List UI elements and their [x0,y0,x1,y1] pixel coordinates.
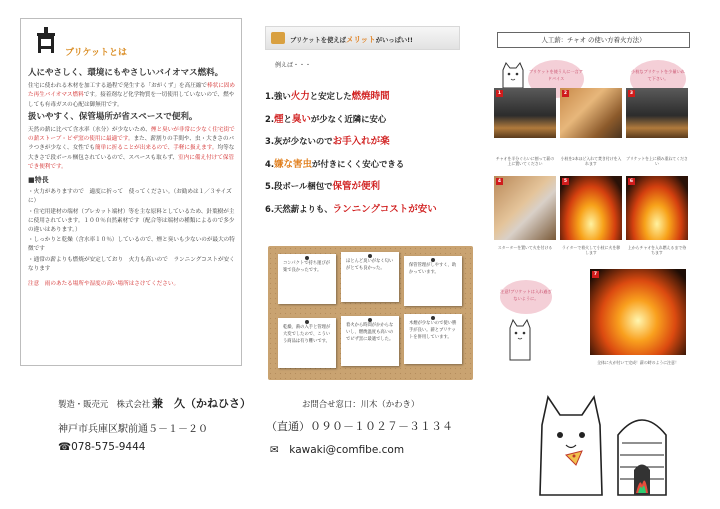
example-label: 例えば・・・ [275,62,312,69]
step-caption: 全体に火が付いて完成！薪の時のように注意！ [597,360,679,365]
merits-header [265,26,460,50]
customer-note: コンパクトで持ち運びが楽で良かったです。 [278,254,336,304]
feature-item: ・住宅用建材の端材（プレカット端材）等を主な原料としているため、針葉樹が主に使用されています。１００％自然素材です（配合等は端材の種類によるので多少の違いはあります。） [28,208,235,234]
cat-pizza-oven-illustration [530,385,680,500]
feature-item: ・通常の薪よりも燃焼が安定しており 火力も高いので ランニングコストが安くなります [28,256,235,272]
company-address: 神戸市兵庫区駅前通５－１－２０ [58,424,208,435]
maker-label: 製造・販売元 株式会社 [58,399,151,409]
step-photo: 6 [626,176,688,240]
step-caption: スターターを置いて火を付ける [497,245,553,250]
merits-header-text: ブリケットを使えばメリットがいっぱい!! [290,35,413,44]
storage-headline: 扱いやすく、保管場所が省スペースで便利。 [28,111,198,122]
usage-title: 人工薪：チャオ の使い方着火方法） [497,32,690,48]
features-heading: ■特長 [28,176,49,185]
about-title: ブリケットとは [65,48,128,58]
cat-mascot-icon [507,318,533,362]
wood-stove-icon [35,27,57,53]
storage-warning: 注意 雨のあたる場所や湿度の高い場所はさけてください。 [28,281,180,288]
company-name: 兼 久（かねひさ） [152,397,251,410]
briquette-icon [271,32,285,44]
step-photo: 4 [494,176,556,240]
customer-note: 保管管理がしやすく、助かっています。 [404,256,462,306]
advice-bubble: 小枝なブリケットを少量いれて下さい。 [630,60,686,98]
step-photo: 7 [590,269,686,355]
customer-note: 着火から時間がかからないし、燃焼温度も高いのでピザ窯に最適でした。 [341,316,399,366]
step-photo: 2 [560,88,622,138]
eco-headline: 人にやさしく、環境にもやさしいバイオマス燃料。 [28,68,224,78]
merit-item: 6.天然薪よりも、ランニングコストが安い [265,203,437,215]
step-caption: ライターで着火して小枝に火を移します [561,245,621,256]
step-photo: 5 [560,176,622,240]
advice-bubble: ブリケットを使う人に一言アドバイス [528,60,584,98]
merits-list [265,88,475,223]
step-photo: 3 [626,88,688,138]
feature-item: ・しっかりと乾燥（含水率１０％）しているので、煙と臭いも少ないのが最大の特徴です [28,237,235,253]
contact-label: お問合せ窓口：川木（かわき） [302,399,420,409]
merit-item: 3.灰が少ないのでお手入れが楽 [265,136,390,147]
step-caption: ブリケットを上に積み重ねてください [626,156,688,167]
cat-mascot-icon [500,60,526,90]
about-paragraph-1: 住宅に使われる木材を加工する過程で発生する「おがくず」を高圧縮で棒状に固めた再生バイオマス燃料です。接着剤など化学物質を一切使用していないので、燃やしても有毒ガスの心配は御無用です。 [28,83,235,108]
customer-note: 乾燥、薪の入手と管理が大変でしたので、こういう商品は有り難いです。 [278,318,336,368]
step-photo: 1 [494,88,556,138]
customer-note: 木煙が少ないので使い勝手が良い。薪とブリケットを併用しています。 [404,314,462,364]
merit-item: 1.強い火力と安定した燃焼時間 [265,91,390,102]
step-caption: チャオを半分ぐらいに割って薪の上に置いてください [495,156,555,167]
merit-item: 5.段ボール梱包で保管が便利 [265,181,380,192]
step-caption: 小枝を2本ほど入れて焚き付けを入れます [560,156,622,167]
warning-bubble: 注意!ブリケットは入れ過ぎないように。 [500,280,552,314]
company-phone[interactable]: ☎078-575-9444 [58,441,146,453]
step-caption: 上からチャオを入れ燃えるまで待ちます [627,245,687,256]
merit-item: 2.煙と臭いが少なく近隣に安心 [265,113,387,125]
contact-email[interactable]: ✉ kawaki@comfibe.com [270,444,405,456]
customer-voice-board [268,246,473,380]
feature-item: ・火力がありますので 適度に折って 使ってください。（お勧めは１／３サイズに） [28,189,232,205]
contact-mobile[interactable]: （直通）０９０－１０２７－３１３４ [266,420,453,433]
about-briquette-panel [20,18,242,366]
about-paragraph-2: 天然の薪に比べて含水率（水分）が少ないため、煙と臭いが非常に少なく住宅街での薪ストーブ・ピザ窯の使用に最適です。また、薪割りの手間や、虫・大きさのバラつきが少なく、女性でも簡単に折ることが出来るので、手軽に扱えます。均等な大きさで段ボール梱包されているので、スペースも取らず、室内に備え付けて保管でき便利です。 [28,127,235,170]
merit-item: 4.嫌な害虫が付きにくく安心できる [265,158,405,170]
about-body [28,69,238,289]
customer-note: ほとんど臭いがなく匂いがとても良かった。 [341,252,399,302]
